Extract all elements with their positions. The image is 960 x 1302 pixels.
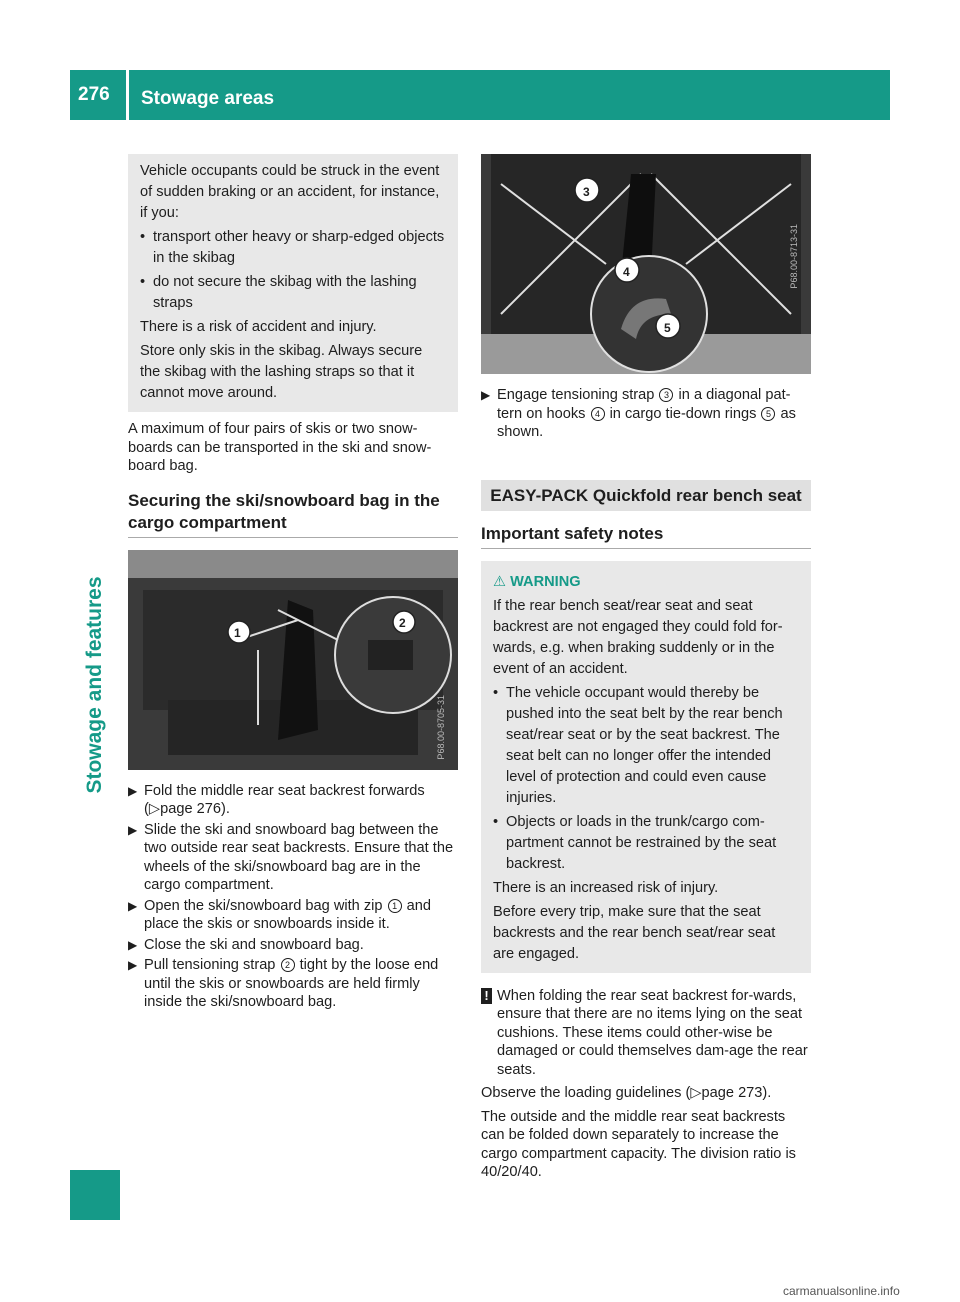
skibag-warning-box [128,154,458,412]
section-heading: Securing the ski/snowboard bag in the cargo compartment [128,490,440,532]
subheading: Important safety notes [481,523,664,543]
header-divider [126,70,129,120]
warning-advice: Store only skis in the skibag. Always secure the skibag with the lashing straps so that it cannot move around. [140,343,423,401]
callout-ref: 2 [281,958,295,972]
right-column [481,154,811,1182]
arrow-right-icon: ▶ [128,822,138,837]
warning-bullet: • do not secure the skibag with the lashing straps [140,272,445,314]
arrow-right-icon: ▶ [481,388,491,402]
note-item: ! When folding the rear seat backrest for-wards, ensure that there are no items lying on the seat cushions. These items could other-wise be damaged or could themselves dam-age the rear seats. [481,987,811,1080]
image-code: P68.00-8713-31 [789,224,799,289]
folding-text: The outside and the middle rear seat backrests can be folded down separately to increase the cargo compartment capacity. The division ratio is 40/20/40. [481,1108,796,1180]
subheading-wrap [481,523,811,549]
callout-1: 1 [234,625,241,640]
warning-risk: There is an increased risk of injury. [493,879,719,896]
arrow-right-icon: ▶ [128,958,138,972]
steps-list [128,782,458,1012]
warning-advice: Before every trip, make sure that the seat backrests and the rear bench seat/rear seat are engaged. [493,903,776,962]
footer-watermark: carmanualsonline.info [783,1284,900,1298]
cargo-skibag-image [128,550,458,770]
callout-ref: 1 [388,899,402,913]
step-item: ▶ Open the ski/snowboard bag with zip 1 and place the skis or snowboards inside it. [128,897,431,932]
callout-ref: 5 [761,407,775,421]
callout-4: 4 [623,265,630,279]
warning-bullet: • transport other heavy or sharp-edged objects in the skibag [140,227,445,269]
callout-ref: 3 [659,388,673,402]
step-item: ▶ Slide the ski and snowboard bag between the two outside rear seat backrests. Ensure that the wheels of the ski/snowboard bag are in the cargo compartment. [128,821,454,893]
side-section-label: Stowage and features [83,576,106,794]
arrow-right-icon: ▶ [128,898,138,913]
callout-2: 2 [399,615,406,630]
page-title: Stowage areas [141,88,275,109]
callout-5: 5 [664,321,671,335]
callout-3: 3 [583,185,590,199]
step-item: ▶ Fold the middle rear seat backrest forwards (▷page 276). [128,782,425,817]
callout-ref: 4 [591,407,605,421]
warning-heading: ⚠ WARNING [493,573,581,590]
warning-risk: There is a risk of accident and injury. [140,319,377,335]
step-item: ▶ Close the ski and snowboard bag. [128,936,364,953]
warning-bullet: • Objects or loads in the trunk/cargo com-partment cannot be restrained by the seat backrest. [493,812,798,875]
warning-triangle-icon: ⚠ [493,573,507,590]
warning-bullet: • The vehicle occupant would thereby be pushed into the seat belt by the rear bench seat/rear seat or by the seat backrest. The seat belt can no longer offer the intended level of protection and could even cause injuries. [493,683,798,809]
arrow-right-icon: ▶ [128,783,138,798]
side-tab-marker [70,1170,120,1220]
left-column [128,154,458,1014]
step-item: ▶ Pull tensioning strap 2 tight by the loose end until the skis or snowboards are held firmly inside the ski/snowboard bag. [128,957,439,1010]
exclamation-icon: ! [481,988,492,1004]
warning-box [481,561,811,973]
cargo-strap-image [481,154,811,374]
warning-intro: Vehicle occupants could be struck in the event of sudden braking or an accident, for instance, if you: [140,163,440,221]
page-ref-triangle-icon: ▷ [690,1085,702,1101]
page-ref-triangle-icon: ▷ [148,801,161,817]
warning-intro: If the rear bench seat/rear seat and seat backrest are not engaged they could fold for-wards, e.g. when braking suddenly or in the event of an accident. [493,597,783,677]
cargo-strap-illustration [481,154,811,374]
arrow-right-icon: ▶ [128,937,138,952]
page-number: 276 [78,84,110,105]
step-item: ▶ Engage tensioning strap 3 in a diagonal pat-tern on hooks 4 in cargo tie-down rings 5 as shown. [481,387,796,440]
section-heading-wrap [128,490,458,538]
observe-text: Observe the loading guidelines (▷page 273). [481,1085,772,1101]
capacity-text: A maximum of four pairs of skis or two snow-boards can be transported in the ski and snow-board bag. [128,421,432,474]
cargo-skibag-illustration [128,550,458,770]
image-code: P68.00-8705-31 [436,694,446,760]
section-bar-heading: EASY-PACK Quickfold rear bench seat [481,480,811,511]
